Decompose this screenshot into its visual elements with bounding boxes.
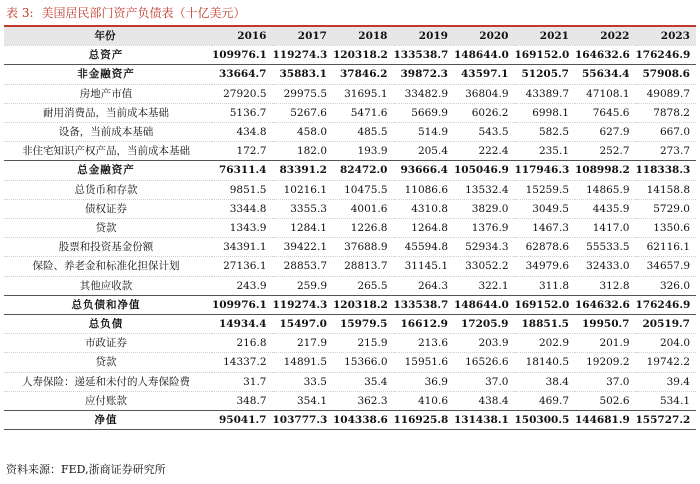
cell-value: 37.0	[454, 372, 515, 391]
row-total-assets	[4, 46, 696, 65]
cell-value: 514.9	[394, 123, 455, 142]
cell-value: 264.3	[394, 276, 455, 295]
cell-value: 38.4	[515, 372, 576, 391]
cell-value: 43597.1	[454, 65, 515, 84]
cell-value: 33.5	[273, 372, 334, 391]
cell-value: 36.9	[394, 372, 455, 391]
cell-value: 434.8	[212, 123, 273, 142]
cell-value: 118338.3	[636, 161, 697, 180]
cell-value: 311.8	[515, 276, 576, 295]
cell-value: 7878.2	[636, 103, 697, 122]
cell-value: 1284.1	[273, 219, 334, 238]
row-label: 总金融资产	[4, 161, 212, 180]
cell-value: 32433.0	[575, 257, 636, 276]
row-label: 贷款	[4, 353, 212, 372]
row-label: 房地产市值	[4, 84, 212, 103]
cell-value: 150300.5	[515, 411, 576, 430]
cell-value: 6998.1	[515, 103, 576, 122]
cell-value: 62116.1	[636, 238, 697, 257]
cell-value: 62878.6	[515, 238, 576, 257]
cell-value: 3344.8	[212, 199, 273, 218]
cell-value: 1417.0	[575, 219, 636, 238]
cell-value: 31145.1	[394, 257, 455, 276]
cell-value: 55634.4	[575, 65, 636, 84]
table-row	[4, 180, 696, 199]
cell-value: 164632.6	[575, 46, 636, 65]
row-label: 总负债	[4, 315, 212, 334]
cell-value: 39.4	[636, 372, 697, 391]
cell-value: 148644.0	[454, 295, 515, 314]
cell-value: 3355.3	[273, 199, 334, 218]
cell-value: 20519.7	[636, 315, 697, 334]
cell-value: 485.5	[333, 123, 394, 142]
cell-value: 34657.9	[636, 257, 697, 276]
cell-value: 543.5	[454, 123, 515, 142]
cell-value: 193.9	[333, 142, 394, 161]
cell-value: 93666.4	[394, 161, 455, 180]
cell-value: 17205.9	[454, 315, 515, 334]
cell-value: 204.0	[636, 334, 697, 353]
cell-value: 5471.6	[333, 103, 394, 122]
cell-value: 203.9	[454, 334, 515, 353]
cell-value: 31695.1	[333, 84, 394, 103]
header-year: 2016	[212, 27, 273, 46]
cell-value: 5729.0	[636, 199, 697, 218]
cell-value: 18140.5	[515, 353, 576, 372]
cell-value: 216.8	[212, 334, 273, 353]
row-label: 保险、养老金和标准化担保计划	[4, 257, 212, 276]
cell-value: 362.3	[333, 391, 394, 410]
cell-value: 667.0	[636, 123, 697, 142]
cell-value: 14865.9	[575, 180, 636, 199]
cell-value: 4310.8	[394, 199, 455, 218]
row-net-worth	[4, 411, 696, 430]
cell-value: 16526.6	[454, 353, 515, 372]
cell-value: 28813.7	[333, 257, 394, 276]
row-label: 债权证券	[4, 199, 212, 218]
header-year: 2023	[636, 27, 697, 46]
cell-value: 34391.1	[212, 238, 273, 257]
cell-value: 13532.4	[454, 180, 515, 199]
cell-value: 120318.2	[333, 46, 394, 65]
table-row	[4, 142, 696, 161]
cell-value: 215.9	[333, 334, 394, 353]
cell-value: 14158.8	[636, 180, 697, 199]
cell-value: 205.4	[394, 142, 455, 161]
cell-value: 43389.7	[515, 84, 576, 103]
cell-value: 109976.1	[212, 46, 273, 65]
cell-value: 47108.1	[575, 84, 636, 103]
cell-value: 169152.0	[515, 295, 576, 314]
cell-value: 148644.0	[454, 46, 515, 65]
cell-value: 109976.1	[212, 295, 273, 314]
row-label: 贷款	[4, 219, 212, 238]
cell-value: 95041.7	[212, 411, 273, 430]
cell-value: 133538.7	[394, 295, 455, 314]
cell-value: 10216.1	[273, 180, 334, 199]
table-title	[6, 4, 246, 22]
cell-value: 469.7	[515, 391, 576, 410]
cell-value: 169152.0	[515, 46, 576, 65]
row-label: 总资产	[4, 46, 212, 65]
row-total-liabilities	[4, 315, 696, 334]
cell-value: 104338.6	[333, 411, 394, 430]
cell-value: 33664.7	[212, 65, 273, 84]
row-label: 净值	[4, 411, 212, 430]
cell-value: 164632.6	[575, 295, 636, 314]
row-label: 非住宅知识产权产品，当前成本基础	[4, 142, 212, 161]
cell-value: 39872.3	[394, 65, 455, 84]
cell-value: 1467.3	[515, 219, 576, 238]
header-year: 2021	[515, 27, 576, 46]
row-label: 应付账款	[4, 391, 212, 410]
cell-value: 14337.2	[212, 353, 273, 372]
cell-value: 55533.5	[575, 238, 636, 257]
cell-value: 119274.3	[273, 46, 334, 65]
cell-value: 265.5	[333, 276, 394, 295]
table-row	[4, 84, 696, 103]
cell-value: 1350.6	[636, 219, 697, 238]
cell-value: 201.9	[575, 334, 636, 353]
cell-value: 176246.9	[636, 295, 697, 314]
cell-value: 155727.2	[636, 411, 697, 430]
cell-value: 172.7	[212, 142, 273, 161]
row-label: 非金融资产	[4, 65, 212, 84]
cell-value: 5267.6	[273, 103, 334, 122]
cell-value: 103777.3	[273, 411, 334, 430]
table-row	[4, 123, 696, 142]
cell-value: 15366.0	[333, 353, 394, 372]
cell-value: 627.9	[575, 123, 636, 142]
cell-value: 51205.7	[515, 65, 576, 84]
cell-value: 5136.7	[212, 103, 273, 122]
cell-value: 19742.2	[636, 353, 697, 372]
cell-value: 3829.0	[454, 199, 515, 218]
cell-value: 19209.2	[575, 353, 636, 372]
cell-value: 119274.3	[273, 295, 334, 314]
cell-value: 410.6	[394, 391, 455, 410]
table-row	[4, 391, 696, 410]
cell-value: 1376.9	[454, 219, 515, 238]
cell-value: 235.1	[515, 142, 576, 161]
cell-value: 213.6	[394, 334, 455, 353]
cell-value: 37.0	[575, 372, 636, 391]
cell-value: 5669.9	[394, 103, 455, 122]
header-year: 2022	[575, 27, 636, 46]
cell-value: 9851.5	[212, 180, 273, 199]
cell-value: 39422.1	[273, 238, 334, 257]
cell-value: 33482.9	[394, 84, 455, 103]
cell-value: 582.5	[515, 123, 576, 142]
row-label: 总负债和净值	[4, 295, 212, 314]
cell-value: 502.6	[575, 391, 636, 410]
row-label: 市政证券	[4, 334, 212, 353]
cell-value: 34979.6	[515, 257, 576, 276]
cell-value: 438.4	[454, 391, 515, 410]
header-year: 2020	[454, 27, 515, 46]
row-label: 总货币和存款	[4, 180, 212, 199]
cell-value: 33052.2	[454, 257, 515, 276]
header-year: 2019	[394, 27, 455, 46]
cell-value: 4435.9	[575, 199, 636, 218]
table-row	[4, 334, 696, 353]
cell-value: 36804.9	[454, 84, 515, 103]
cell-value: 252.7	[575, 142, 636, 161]
cell-value: 176246.9	[636, 46, 697, 65]
cell-value: 18851.5	[515, 315, 576, 334]
table-row	[4, 103, 696, 122]
balance-sheet-table	[4, 27, 696, 430]
cell-value: 31.7	[212, 372, 273, 391]
row-nonfinancial-assets	[4, 65, 696, 84]
cell-value: 120318.2	[333, 295, 394, 314]
cell-value: 37688.9	[333, 238, 394, 257]
table-row	[4, 238, 696, 257]
cell-value: 14934.4	[212, 315, 273, 334]
cell-value: 108998.2	[575, 161, 636, 180]
cell-value: 15951.6	[394, 353, 455, 372]
cell-value: 348.7	[212, 391, 273, 410]
cell-value: 354.1	[273, 391, 334, 410]
cell-value: 29975.5	[273, 84, 334, 103]
cell-value: 243.9	[212, 276, 273, 295]
cell-value: 133538.7	[394, 46, 455, 65]
cell-value: 202.9	[515, 334, 576, 353]
cell-value: 144681.9	[575, 411, 636, 430]
cell-value: 35.4	[333, 372, 394, 391]
cell-value: 322.1	[454, 276, 515, 295]
cell-value: 3049.5	[515, 199, 576, 218]
cell-value: 217.9	[273, 334, 334, 353]
row-label: 股票和投资基金份额	[4, 238, 212, 257]
cell-value: 35883.1	[273, 65, 334, 84]
cell-value: 11086.6	[394, 180, 455, 199]
cell-value: 273.7	[636, 142, 697, 161]
cell-value: 15979.5	[333, 315, 394, 334]
cell-value: 7645.6	[575, 103, 636, 122]
table-title-text: 美国居民部门资产负债表（十亿美元）	[41, 6, 246, 20]
cell-value: 312.8	[575, 276, 636, 295]
cell-value: 1343.9	[212, 219, 273, 238]
table-row	[4, 257, 696, 276]
cell-value: 10475.5	[333, 180, 394, 199]
cell-value: 49089.7	[636, 84, 697, 103]
table-row	[4, 372, 696, 391]
table-row	[4, 219, 696, 238]
cell-value: 6026.2	[454, 103, 515, 122]
table-header-row	[4, 27, 696, 46]
table-row	[4, 199, 696, 218]
header-year: 2017	[273, 27, 334, 46]
cell-value: 82472.0	[333, 161, 394, 180]
cell-value: 83391.2	[273, 161, 334, 180]
cell-value: 37846.2	[333, 65, 394, 84]
cell-value: 458.0	[273, 123, 334, 142]
table-number: 表 3:	[6, 6, 34, 20]
cell-value: 27920.5	[212, 84, 273, 103]
header-year-label: 年份	[4, 27, 212, 46]
table-row	[4, 276, 696, 295]
cell-value: 27136.1	[212, 257, 273, 276]
row-label: 其他应收款	[4, 276, 212, 295]
row-total-liabilities-and-net-worth	[4, 295, 696, 314]
cell-value: 131438.1	[454, 411, 515, 430]
cell-value: 1226.8	[333, 219, 394, 238]
row-label: 设备，当前成本基础	[4, 123, 212, 142]
table-row	[4, 353, 696, 372]
cell-value: 1264.8	[394, 219, 455, 238]
cell-value: 222.4	[454, 142, 515, 161]
cell-value: 16612.9	[394, 315, 455, 334]
cell-value: 4001.6	[333, 199, 394, 218]
cell-value: 259.9	[273, 276, 334, 295]
cell-value: 15259.5	[515, 180, 576, 199]
cell-value: 116925.8	[394, 411, 455, 430]
row-label: 耐用消费品，当前成本基础	[4, 103, 212, 122]
cell-value: 117946.3	[515, 161, 576, 180]
cell-value: 14891.5	[273, 353, 334, 372]
cell-value: 15497.0	[273, 315, 334, 334]
row-financial-assets	[4, 161, 696, 180]
cell-value: 57908.6	[636, 65, 697, 84]
cell-value: 45594.8	[394, 238, 455, 257]
row-label: 人寿保险：递延和未付的人寿保险费	[4, 372, 212, 391]
cell-value: 534.1	[636, 391, 697, 410]
cell-value: 52934.3	[454, 238, 515, 257]
cell-value: 19950.7	[575, 315, 636, 334]
cell-value: 105046.9	[454, 161, 515, 180]
cell-value: 182.0	[273, 142, 334, 161]
cell-value: 28853.7	[273, 257, 334, 276]
header-year: 2018	[333, 27, 394, 46]
cell-value: 76311.4	[212, 161, 273, 180]
cell-value: 326.0	[636, 276, 697, 295]
source-note: 资料来源：FED,浙商证券研究所	[6, 463, 166, 476]
